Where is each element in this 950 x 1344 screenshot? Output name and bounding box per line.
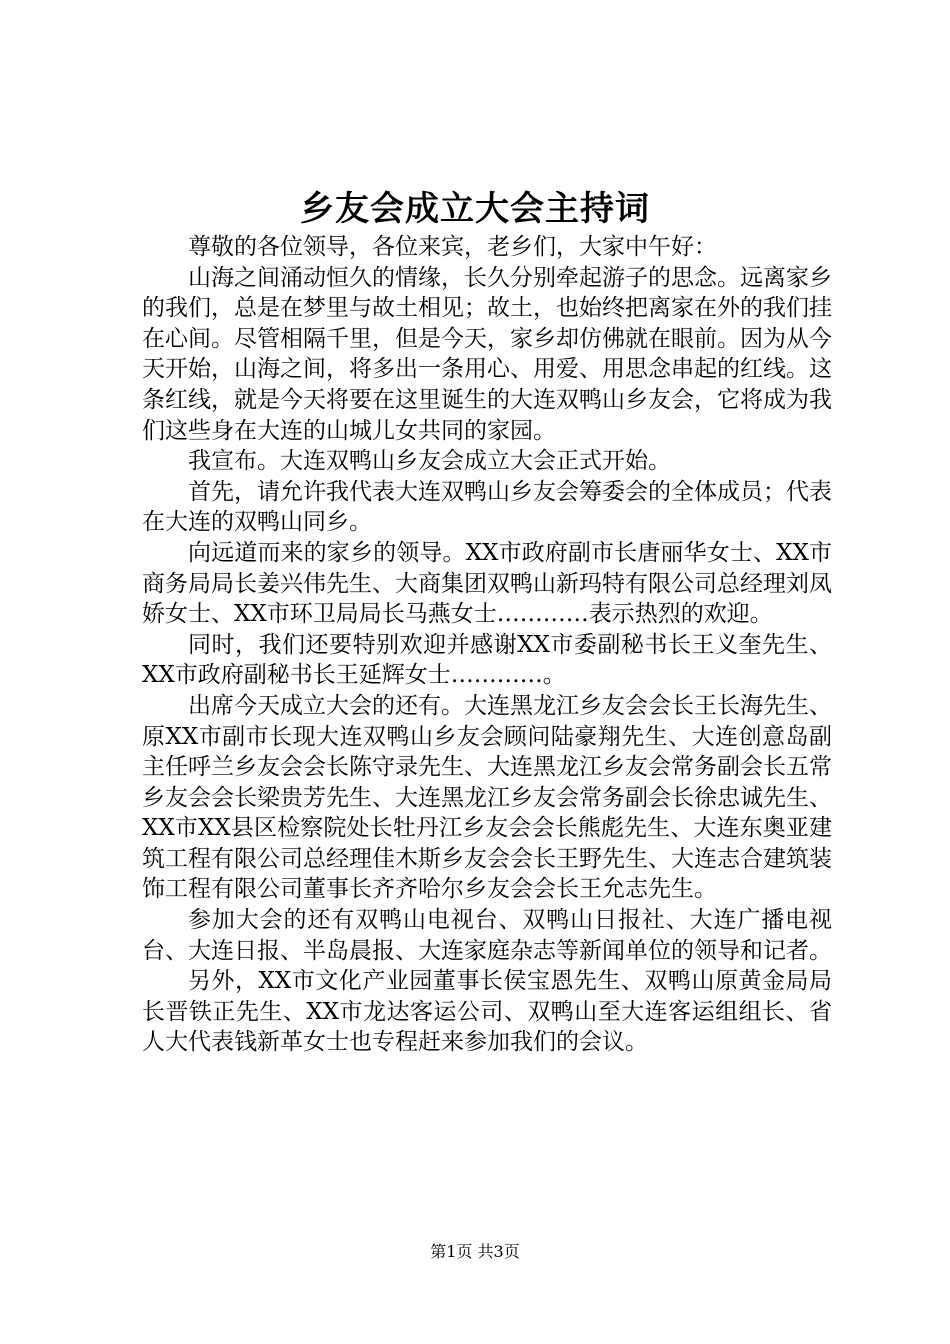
paragraph-thanks: 同时，我们还要特别欢迎并感谢XX市委副秘书长王义奎先生、XX市政府副秘书长王延辉女士…………。 <box>142 631 832 689</box>
paragraph-welcome-leaders: 向远道而来的家乡的领导。XX市政府副市长唐丽华女士、XX市商务局局长姜兴伟先生、大商集团双鸭山新玛特有限公司总经理刘凤娇女士、XX市环卫局局长马燕女士…………表示热烈的欢迎。 <box>142 539 832 628</box>
paragraph-media: 参加大会的还有双鸭山电视台、双鸭山日报社、大连广播电视台、大连日报、半岛晨报、大连家庭杂志等新闻单位的领导和记者。 <box>142 907 832 964</box>
paragraph-attendees: 出席今天成立大会的还有。大连黑龙江乡友会会长王长海先生、原XX市副市长现大连双鸭山乡友会顾问陆豪翔先生、大连创意岛副主任呼兰乡友会会长陈守录先生、大连黑龙江乡友会常务副会长五常乡友会会长梁贵芳先生、大连黑龙江乡友会常务副会长徐忠诚先生、XX市XX县区检察院处长牡丹江乡友会会长熊彪先生、大连东奥亚建筑工程有限公司总经理佳木斯乡友会会长王野先生、大连志合建筑装饰工程有限公司董事长齐齐哈尔乡友会会长王允志先生。 <box>142 692 832 903</box>
document-title: 乡友会成立大会主持词 <box>300 189 650 229</box>
document-body <box>142 232 832 1058</box>
paragraph-greeting: 尊敬的各位领导，各位来宾，老乡们，大家中午好： <box>188 234 717 260</box>
paragraph-intro: 山海之间涌动恒久的情缘，长久分别牵起游子的思念。远离家乡的我们，总是在梦里与故土相见；故土，也始终把离家在外的我们挂在心间。尽管相隔千里，但是今天，家乡却仿佛就在眼前。因为从今天开始，山海之间，将多出一条用心、用爱、用思念串起的红线。这条红线，就是今天将要在这里诞生的大连双鸭山乡友会，它将成为我们这些身在大连的山城儿女共同的家园。 <box>142 264 832 444</box>
paragraph-others: 另外，XX市文化产业园董事长侯宝恩先生、双鸭山原黄金局局长晋铁正先生、XX市龙达客运公司、双鸭山至大连客运组组长、省人大代表钱新革女士也专程赶来参加我们的会议。 <box>142 968 832 1056</box>
page-indicator: 第1页 共3页 <box>430 1242 520 1261</box>
paragraph-announcement: 我宣布。大连双鸭山乡友会成立大会正式开始。 <box>188 448 671 475</box>
paragraph-first: 首先，请允许我代表大连双鸭山乡友会筹委会的全体成员；代表在大连的双鸭山同乡。 <box>142 478 832 536</box>
